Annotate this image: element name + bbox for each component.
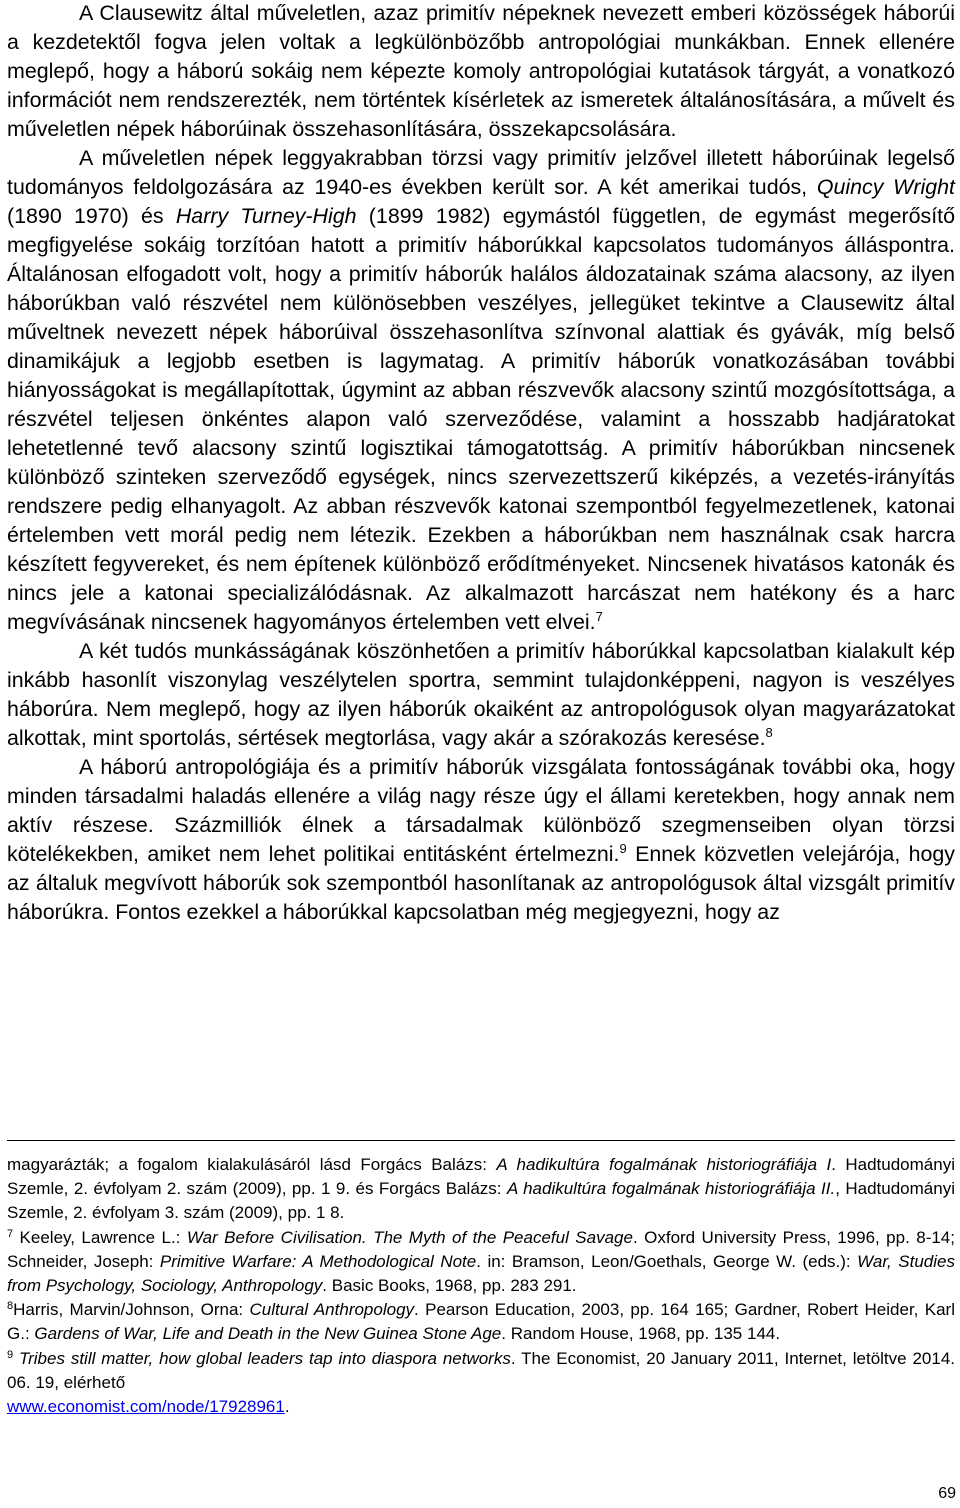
- paragraph-4-text: Ennek közvetlen velejárója, hogy az általuk megvívott háborúk sok szempontból hasonlítanak az antropológusok által vizsgált primitív háborúkra. Fontos ezekkel a háborúkkal kapcsolatban még megjegyezni, hogy az: [7, 842, 956, 924]
- footnote-title: Primitive Warfare: A Methodological Note: [159, 1251, 477, 1271]
- footnote-text: Harris, Marvin/Johnson, Orna:: [13, 1300, 250, 1320]
- footnote-ref-9[interactable]: 9: [619, 841, 627, 856]
- footnotes: [7, 1153, 955, 1419]
- footnote-ref-7[interactable]: 7: [595, 609, 603, 624]
- footnote-6-continuation: [7, 1153, 955, 1226]
- footnote-text: . The Economist, 20 January 2011, Internet, letöltve 2014. 06. 19, elérhető: [7, 1348, 956, 1392]
- footnote-number: 7: [7, 1227, 14, 1240]
- footnote-ref-8[interactable]: 8: [765, 725, 773, 740]
- body-text: [7, 0, 955, 927]
- footnote-text: . Basic Books, 1968, pp. 283 291.: [322, 1276, 577, 1296]
- footnote-8: [7, 1298, 955, 1346]
- paragraph-2: [7, 144, 955, 637]
- paragraph-3-text: A két tudós munkásságának köszönhetően a primitív háborúkkal kapcsolatban kialakult kép inkább hasonlít viszonylag veszélytelen sportra, semmint tulajdonképpeni, nagyon is veszélyes háborúra. Nem meglepő, hogy az ilyen háborúk okaiként az antropológusok olyan magyarázatokat alkottak, mint sportolás, sértések megtorlása, vagy akár a szórakozás keresése.: [7, 639, 955, 750]
- footnote-text: . Oxford University Press, 1996, pp. 8-14; Schneider, Joseph:: [7, 1227, 955, 1271]
- paragraph-2-text: (1890 1970) és: [7, 204, 176, 228]
- footnote-text: . in: Bramson, Leon/Goethals, George W. (eds.):: [476, 1251, 858, 1271]
- footnote-title: A hadikultúra fogalmának historiográfiája I: [496, 1155, 832, 1174]
- footnote-text: magyarázták; a fogalom kialakulásáról lásd Forgács Balázs:: [7, 1155, 497, 1174]
- footnote-title: Tribes still matter, how global leaders tap into diaspora networks: [19, 1348, 511, 1368]
- paragraph-4-text: A háború antropológiája és a primitív háborúk vizsgálata fontosságának további oka, hogy minden társadalmi haladás ellenére a világ nagy része úgy el állami keretekben, hogy annak nem aktív részese. Százmilliók élnek a társadalmak különböző szegmenseiben olyan törzsi kötelékekben, amiket nem lehet politikai entitásként értelmezni.: [7, 755, 955, 866]
- footnote-text: Keeley, Lawrence L.:: [13, 1227, 187, 1247]
- footnote-text: . Hadtudományi Szemle, 2. évfolyam 2. szám (2009), pp. 1 9. és Forgács Balázs:: [7, 1155, 955, 1199]
- footnote-title: A hadikultúra fogalmának historiográfiája II.: [506, 1179, 836, 1199]
- footnote-text: . Random House, 1968, pp. 135 144.: [501, 1324, 781, 1344]
- footnote-title: Gardens of War, Life and Death in the New Guinea Stone Age: [34, 1324, 502, 1344]
- paragraph-4: [7, 753, 955, 927]
- footnote-9: [7, 1347, 955, 1420]
- footnote-number: 8: [7, 1300, 14, 1313]
- paragraph-1: [7, 0, 955, 144]
- footnote-text: . Pearson Education, 2003, pp. 164 165; Gardner, Robert Heider, Karl G.:: [7, 1300, 955, 1344]
- footnote-title: Cultural Anthropology: [249, 1300, 415, 1320]
- paragraph-1-text: A Clausewitz által műveletlen, azaz primitív népeknek nevezett emberi közösségek háborúi a kezdetektől fogva jelen voltak a legkülönbözőbb antropológiai munkákban. Ennek ellenére meglepő, hogy a háború sokáig nem képezte komoly antropológiai kutatások tárgyát, a vonatkozó információt nem rendszerezték, nem történtek kísérletek az ismeretek általánosítására, a művelt és műveletlen népek háborúinak összehasonlítására, összekapcsolására.: [7, 1, 955, 141]
- footnote-text: .: [284, 1397, 290, 1417]
- footnote-separator: [7, 1140, 955, 1141]
- paragraph-2-text: A műveletlen népek leggyakrabban törzsi vagy primitív jelzővel illetett háborúinak legelső tudományos feldolgozására az 1940-es években került sor. A két amerikai tudós,: [7, 146, 955, 199]
- author-name-turney-high: Harry Turney-High: [175, 204, 357, 228]
- footnote-text: , Hadtudományi Szemle, 2. évfolyam 3. szám (2009), pp. 1 8.: [7, 1179, 955, 1223]
- footnote-title: War, Studies from Psychology, Sociology, Anthropology: [7, 1251, 955, 1296]
- footnote-number: 9: [7, 1348, 14, 1361]
- author-name-wright: Quincy Wright: [816, 175, 955, 199]
- footnote-title: War Before Civilisation. The Myth of the Peaceful Savage: [186, 1227, 633, 1247]
- economist-link[interactable]: www.economist.com/node/17928961: [7, 1397, 285, 1417]
- footnote-7: [7, 1226, 955, 1299]
- page-number: 69: [938, 1485, 956, 1502]
- paragraph-2-text: (1899 1982) egymástól független, de egymást megerősítő megfigyelése sokáig torzítóan hatott a primitív háborúkkal kapcsolatos tudományos álláspontra. Általánosan elfogadott volt, hogy a primitív háborúk halálos áldozatainak száma alacsony, az ilyen háborúkban való részvétel nem különösebben veszélyes, jellegüket tekintve a Clausewitz által műveltnek nevezett népek háborúival összehasonlítva színvonal alattiak és gyávák, míg belső dinamikájuk a legjobb esetben is lagymatag. A primitív háborúk vonatkozásában további hiányosságokat is megállapítottak, úgymint az abban részvevők alacsony szintű mozgósítottsága, a részvétel teljesen önkéntes alapon való szerveződése, valamint a hosszabb hadjáratokat lehetetlenné tevő alacsony szintű logisztikai támogatottság. A primitív háborúkban nincsenek különböző szinteken szerveződő egységek, nincs szervezettszerű kiképzés, a vezetés-irányítás rendszere pedig elhanyagolt. Az abban részvevők katonai szempontból fegyelmezetlenek, katonai értelemben vett morál pedig nem létezik. Ezekben a háborúkban nem használnak csak harcra készített fegyvereket, és nem építenek különböző erődítményeket. Nincsenek hivatásos katonák és nincs jele a katonai specializálódásnak. Az alkalmazott harcászat nem hatékony és a harc megvívásának nincsenek hagyományos értelemben vett elvei.: [7, 204, 955, 634]
- paragraph-3: [7, 637, 955, 753]
